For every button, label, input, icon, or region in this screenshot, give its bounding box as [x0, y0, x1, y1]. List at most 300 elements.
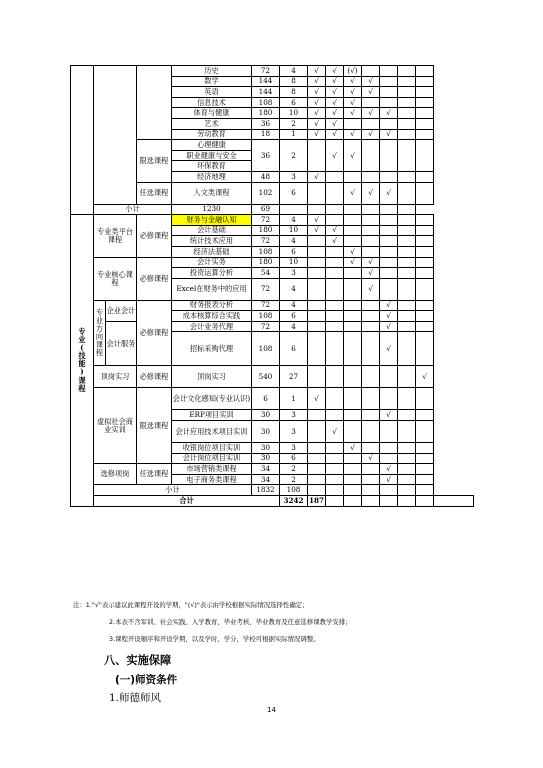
semester-tick: √ — [344, 76, 362, 87]
semester-tick — [362, 443, 380, 454]
semester-tick — [380, 366, 398, 388]
semester-tick — [308, 321, 326, 332]
subtotal-hours: 1832 — [252, 485, 280, 496]
semester-tick — [380, 388, 398, 410]
semester-tick: √ — [380, 311, 398, 322]
group-label: 顶岗实习 — [94, 366, 137, 388]
course-hours: 108 — [252, 332, 280, 366]
semester-tick: √ — [380, 321, 398, 332]
semester-tick — [326, 278, 344, 300]
semester-tick — [362, 496, 380, 507]
semester-tick: √ — [380, 410, 398, 421]
course-hours: 30 — [252, 443, 280, 454]
type-label: 必修课程 — [137, 215, 172, 257]
semester-tick: √ — [308, 388, 326, 410]
course-credits: 3 — [280, 443, 308, 454]
semester-tick — [416, 321, 434, 332]
vertical-char: 程 — [78, 383, 86, 393]
semester-tick — [308, 410, 326, 421]
semester-tick — [416, 87, 434, 98]
course-hours: 180 — [252, 225, 280, 236]
course-credits: 10 — [280, 108, 308, 119]
semester-tick — [416, 246, 434, 257]
type-label: 必修课程 — [137, 300, 172, 366]
vertical-char: 课 — [78, 375, 86, 385]
course-name: 财务报表分析 — [172, 300, 252, 311]
course-hours: 30 — [252, 453, 280, 464]
semester-tick — [362, 421, 380, 443]
course-name: 信息技术 — [172, 97, 252, 108]
semester-tick — [398, 332, 416, 366]
semester-tick — [398, 496, 416, 507]
semester-tick: √ — [308, 97, 326, 108]
semester-tick — [326, 366, 344, 388]
semester-tick: √ — [344, 87, 362, 98]
semester-tick — [326, 311, 344, 322]
course-hours: 144 — [252, 76, 280, 87]
vertical-char: 课 — [95, 340, 104, 350]
semester-tick — [308, 421, 326, 443]
semester-tick: √ — [344, 108, 362, 119]
semester-tick: √ — [380, 182, 398, 204]
semester-tick — [344, 496, 362, 507]
semester-tick — [344, 332, 362, 366]
semester-tick — [344, 474, 362, 485]
semester-tick — [398, 87, 416, 98]
semester-tick — [380, 140, 398, 172]
semester-tick — [362, 311, 380, 322]
course-hours: 180 — [252, 257, 280, 268]
semester-tick — [380, 225, 398, 236]
sub-direction: 会计服务 — [106, 321, 137, 366]
vertical-char: 技 — [78, 351, 86, 361]
semester-tick: √ — [344, 182, 362, 204]
course-name: 环保教育 — [172, 161, 252, 172]
course-credits: 4 — [280, 321, 308, 332]
semester-tick — [416, 332, 434, 366]
course-hours: 108 — [252, 246, 280, 257]
semester-tick — [344, 485, 362, 496]
semester-tick — [398, 246, 416, 257]
semester-tick — [416, 140, 434, 172]
course-credits: 4 — [280, 278, 308, 300]
semester-tick — [380, 485, 398, 496]
semester-tick: √ — [362, 268, 380, 279]
semester-tick: √ — [326, 66, 344, 77]
course-credits: 2 — [280, 140, 308, 172]
vertical-char: 方 — [95, 324, 104, 334]
semester-tick — [380, 236, 398, 247]
page-number: 14 — [267, 706, 276, 714]
semester-tick: √ — [380, 474, 398, 485]
semester-tick — [362, 246, 380, 257]
semester-tick — [416, 496, 434, 507]
course-name: 财务与金融认知 — [172, 215, 252, 226]
course-hours: 180 — [252, 108, 280, 119]
semester-tick — [416, 215, 434, 226]
semester-tick: √ — [326, 87, 344, 98]
course-name: 心理健康 — [172, 140, 252, 151]
semester-tick: √ — [326, 421, 344, 443]
semester-tick — [308, 236, 326, 247]
course-name: 数学 — [172, 76, 252, 87]
course-name: 投资运算分析 — [172, 268, 252, 279]
course-hours: 72 — [252, 66, 280, 77]
course-hours: 144 — [252, 87, 280, 98]
semester-tick — [362, 474, 380, 485]
semester-tick — [362, 140, 380, 172]
table-note-2: 2.本表不含军训、社会实践、入学教育、毕业考核、毕业教育及任意选修课教学安排； — [109, 618, 352, 626]
semester-tick — [362, 388, 380, 410]
semester-tick — [398, 76, 416, 87]
semester-tick: √ — [308, 129, 326, 140]
semester-tick — [308, 268, 326, 279]
semester-tick — [398, 268, 416, 279]
semester-tick — [398, 278, 416, 300]
total-credits: 187 — [308, 495, 324, 505]
section-title: 八、实施保障 — [104, 654, 172, 667]
semester-tick — [362, 410, 380, 421]
semester-tick — [416, 97, 434, 108]
semester-tick: √ — [362, 453, 380, 464]
type-label: 必修课程 — [137, 257, 172, 300]
course-name: 成本核算综合实践 — [172, 311, 252, 322]
sub-direction: 企业会计 — [106, 300, 137, 321]
course-credits: 8 — [280, 87, 308, 98]
group-label: 虚拟社会商业实训 — [94, 388, 137, 464]
course-name: 经济地理 — [172, 171, 252, 182]
semester-tick: √ — [380, 129, 398, 140]
course-name: 收银岗位项目实训 — [172, 443, 252, 454]
semester-tick — [380, 246, 398, 257]
semester-tick — [326, 453, 344, 464]
semester-tick — [344, 464, 362, 475]
course-credits: 3 — [280, 268, 308, 279]
course-name: Excel在财务中的应用 — [172, 278, 252, 300]
semester-tick — [362, 366, 380, 388]
semester-tick: √ — [344, 257, 362, 268]
semester-tick — [398, 97, 416, 108]
course-name: 人文类课程 — [172, 182, 252, 204]
course-hours: 18 — [252, 129, 280, 140]
elective-type-cell: 任选课程 — [137, 182, 172, 204]
semester-tick — [380, 443, 398, 454]
semester-tick — [416, 225, 434, 236]
semester-tick — [326, 496, 344, 507]
semester-tick — [416, 268, 434, 279]
semester-tick — [416, 129, 434, 140]
semester-tick: (√) — [344, 66, 362, 77]
vertical-char: 程 — [95, 348, 104, 358]
semester-tick — [380, 257, 398, 268]
semester-tick: √ — [308, 171, 326, 182]
semester-tick — [362, 204, 380, 215]
course-name: 市场营销类课程 — [172, 464, 252, 475]
semester-tick — [398, 118, 416, 129]
course-hours: 72 — [252, 300, 280, 311]
subsection-title: (一)师资条件 — [115, 674, 178, 686]
course-hours: 72 — [252, 236, 280, 247]
course-credits: 4 — [280, 66, 308, 77]
semester-tick — [362, 464, 380, 475]
semester-tick — [416, 410, 434, 421]
semester-tick: √ — [362, 87, 380, 98]
semester-tick: √ — [308, 66, 326, 77]
semester-tick: √ — [308, 225, 326, 236]
course-credits: 3 — [280, 171, 308, 182]
semester-tick — [416, 171, 434, 182]
semester-tick — [398, 182, 416, 204]
semester-tick — [398, 321, 416, 332]
semester-tick — [398, 421, 416, 443]
vertical-char: 向 — [95, 332, 104, 342]
vertical-char: 专 — [78, 327, 86, 337]
vertical-char: 业 — [78, 335, 86, 345]
course-hours: 36 — [252, 118, 280, 129]
semester-tick — [308, 204, 326, 215]
semester-tick: √ — [344, 246, 362, 257]
subtotal-credits: 69 — [252, 204, 280, 215]
professional-label — [71, 215, 94, 507]
semester-tick — [398, 311, 416, 322]
limited-type-cell: 限选课程 — [137, 140, 172, 182]
semester-tick — [398, 140, 416, 172]
semester-tick — [416, 464, 434, 475]
semester-tick — [416, 118, 434, 129]
semester-tick — [380, 66, 398, 77]
semester-tick — [344, 171, 362, 182]
course-name: 经济法基础 — [172, 246, 252, 257]
total-hours: 3242 — [280, 496, 308, 507]
semester-tick — [326, 246, 344, 257]
course-name: 会计基础 — [172, 225, 252, 236]
semester-tick — [398, 453, 416, 464]
semester-tick — [362, 225, 380, 236]
course-hours: 72 — [252, 321, 280, 332]
course-hours: 108 — [252, 311, 280, 322]
semester-tick — [398, 225, 416, 236]
type-label: 任选课程 — [137, 464, 172, 485]
semester-tick: √ — [308, 76, 326, 87]
semester-tick — [362, 236, 380, 247]
course-credits: 2 — [280, 118, 308, 129]
direction-label — [94, 300, 106, 366]
semester-tick — [344, 453, 362, 464]
vertical-char: 业 — [95, 315, 104, 325]
semester-tick — [326, 321, 344, 332]
course-credits: 6 — [280, 246, 308, 257]
semester-tick — [380, 496, 398, 507]
course-hours: 48 — [252, 171, 280, 182]
vertical-char: ( — [80, 343, 84, 353]
semester-tick — [326, 388, 344, 410]
type-label: 必修课程 — [137, 366, 172, 388]
semester-tick — [380, 421, 398, 443]
semester-tick — [398, 388, 416, 410]
semester-tick — [326, 171, 344, 182]
semester-tick — [308, 485, 326, 496]
semester-tick — [308, 300, 326, 311]
semester-tick — [362, 118, 380, 129]
semester-tick — [380, 453, 398, 464]
semester-tick — [398, 464, 416, 475]
course-hours: 30 — [252, 410, 280, 421]
semester-tick — [326, 215, 344, 226]
semester-tick — [398, 366, 416, 388]
vertical-char: 能 — [78, 359, 86, 369]
semester-tick — [398, 485, 416, 496]
curriculum-table — [70, 65, 474, 507]
semester-tick — [416, 474, 434, 485]
semester-tick — [416, 66, 434, 77]
public-label-cell — [71, 66, 94, 215]
semester-tick: √ — [326, 118, 344, 129]
semester-tick — [416, 453, 434, 464]
semester-tick — [398, 215, 416, 226]
course-hours: 54 — [252, 268, 280, 279]
semester-tick — [362, 321, 380, 332]
course-credits: 4 — [280, 236, 308, 247]
course-name: 劳动教育 — [172, 129, 252, 140]
course-name: 职业健康与安全 — [172, 150, 252, 161]
course-credits: 6 — [280, 453, 308, 464]
semester-tick — [398, 257, 416, 268]
semester-tick: √ — [308, 118, 326, 129]
course-name: 招标采购代理 — [172, 332, 252, 366]
subtotal-label: 小计 — [94, 485, 252, 496]
semester-tick — [326, 204, 344, 215]
vertical-char: 专 — [95, 307, 104, 317]
semester-tick — [344, 388, 362, 410]
course-credits: 6 — [280, 182, 308, 204]
semester-tick — [416, 311, 434, 322]
semester-tick — [308, 443, 326, 454]
semester-tick — [416, 108, 434, 119]
semester-tick — [344, 300, 362, 311]
course-credits: 6 — [280, 332, 308, 366]
semester-tick: √ — [308, 215, 326, 226]
course-credits: 10 — [280, 225, 308, 236]
semester-tick: √ — [326, 76, 344, 87]
course-name: 顶岗实习 — [172, 366, 252, 388]
semester-tick — [308, 257, 326, 268]
semester-tick — [344, 311, 362, 322]
public-group-cell — [94, 66, 137, 205]
semester-tick — [344, 366, 362, 388]
semester-tick — [326, 474, 344, 485]
semester-tick: √ — [362, 76, 380, 87]
semester-tick: √ — [308, 108, 326, 119]
semester-tick: √ — [362, 129, 380, 140]
semester-tick: √ — [416, 366, 434, 388]
course-name: 会计岗位项目实训 — [172, 453, 252, 464]
semester-tick — [416, 182, 434, 204]
semester-tick — [416, 278, 434, 300]
course-name: 会计业务代理 — [172, 321, 252, 332]
semester-tick — [416, 443, 434, 454]
semester-tick: √ — [362, 257, 380, 268]
semester-tick: √ — [326, 97, 344, 108]
semester-tick — [308, 278, 326, 300]
group-label: 选修项岗 — [94, 464, 137, 485]
semester-tick — [344, 421, 362, 443]
semester-tick: √ — [308, 87, 326, 98]
semester-tick — [380, 87, 398, 98]
course-name: 会计实务 — [172, 257, 252, 268]
course-name: 电子商务类课程 — [172, 474, 252, 485]
semester-tick — [326, 257, 344, 268]
semester-tick — [434, 496, 474, 507]
semester-tick — [344, 118, 362, 129]
semester-tick — [308, 246, 326, 257]
semester-tick — [308, 332, 326, 366]
semester-tick — [416, 76, 434, 87]
course-credits: 27 — [280, 366, 308, 388]
semester-tick — [416, 485, 434, 496]
subtotal-label: 小计 — [94, 204, 172, 215]
total-label: 合计 — [94, 496, 280, 507]
course-credits: 1 — [280, 388, 308, 410]
course-hours: 72 — [252, 278, 280, 300]
course-credits: 6 — [280, 311, 308, 322]
course-credits: 4 — [280, 215, 308, 226]
semester-tick — [380, 204, 398, 215]
type-label: 限选课程 — [137, 388, 172, 464]
semester-tick: √ — [344, 140, 362, 172]
semester-tick — [416, 421, 434, 443]
semester-tick — [308, 140, 326, 172]
semester-tick — [344, 268, 362, 279]
semester-tick: √ — [380, 300, 398, 311]
semester-tick: √ — [326, 140, 344, 172]
semester-tick — [326, 332, 344, 366]
course-hours: 36 — [252, 140, 280, 172]
semester-tick: √ — [380, 464, 398, 475]
semester-tick — [326, 443, 344, 454]
course-name: 艺术 — [172, 118, 252, 129]
semester-tick — [398, 171, 416, 182]
course-hours: 34 — [252, 474, 280, 485]
course-hours: 72 — [252, 215, 280, 226]
semester-tick — [308, 366, 326, 388]
semester-tick — [380, 268, 398, 279]
semester-tick — [380, 215, 398, 226]
course-hours: 102 — [252, 182, 280, 204]
semester-tick — [380, 118, 398, 129]
semester-tick: √ — [380, 108, 398, 119]
semester-tick — [308, 311, 326, 322]
table-note-1: 注：1."√"表示建议此课程开设的学期，"(√)"表示由学校根据实际情况选择性确定； — [73, 601, 309, 609]
semester-tick — [380, 171, 398, 182]
semester-tick — [362, 215, 380, 226]
semester-tick — [308, 474, 326, 485]
semester-tick — [416, 300, 434, 311]
semester-tick: √ — [326, 129, 344, 140]
semester-tick — [416, 236, 434, 247]
course-credits: 3 — [280, 410, 308, 421]
semester-tick — [326, 485, 344, 496]
semester-tick — [308, 464, 326, 475]
semester-tick — [344, 321, 362, 332]
semester-tick — [344, 410, 362, 421]
semester-tick: √ — [344, 97, 362, 108]
semester-tick — [326, 182, 344, 204]
required-type-cell — [137, 66, 172, 140]
semester-tick: √ — [326, 108, 344, 119]
semester-tick — [344, 225, 362, 236]
semester-tick — [398, 236, 416, 247]
course-name: 统计技术应用 — [172, 236, 252, 247]
